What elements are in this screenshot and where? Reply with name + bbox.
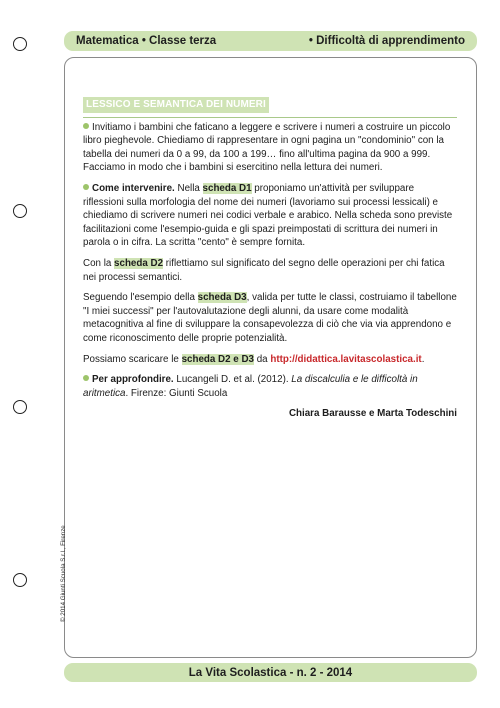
bullet-icon	[83, 184, 89, 190]
reference-authors: Lucangeli D. et al. (2012).	[173, 374, 292, 386]
tag-scheda-d2-d3: scheda D2 e D3	[181, 353, 254, 365]
section-title: LESSICO E SEMANTICA DEI NUMERI	[83, 97, 269, 113]
lead-per-approfondire: Per approfondire.	[92, 374, 174, 386]
header-topic: • Difficoltà di apprendimento	[308, 35, 465, 47]
text-before-tag: Possiamo scaricare le	[83, 353, 182, 365]
binder-hole-bottom	[13, 573, 27, 587]
text-before-tag: Seguendo l'esempio della	[83, 292, 198, 304]
intro-text: Invitiamo i bambini che faticano a leggere e scrivere i numeri a costruire un piccolo libro pieghevole. Chiediamo di rappresentare in ogni pagina un "condominio" con la tabella dei numeri da 0 a 99, da 100 a 199… fino all'ultima pagina da 900 a 999. Facciamo in modo che i bambini si esercitino nella lettura dei numeri.	[83, 121, 451, 174]
reference-publisher: . Firenze: Giunti Scuola	[125, 387, 228, 399]
lead-come-intervenire: Come intervenire.	[92, 182, 175, 194]
binder-hole-top	[13, 37, 27, 51]
tag-scheda-d1: scheda D1	[202, 182, 252, 194]
binder-hole-lower-middle	[13, 400, 27, 414]
header-subject: Matematica • Classe terza	[76, 35, 217, 47]
page-header	[64, 31, 477, 51]
text-before-tag: Con la	[83, 257, 115, 269]
text-body: proponiamo un'attività per sviluppare riflessioni sulla morfologia del nome dei numeri (lavoriamo sui processi lessicali) e chiediamo di scrivere numeri nei codici verbale e arabico. Nella scheda sono previste facilitazioni come l'esempio-guida e gli spazi preimpostati di scrittura dei numeri in parola o in cifra. La scritta "cento" è sempre fornita.	[83, 182, 453, 249]
paragraph-scheda-d3	[83, 291, 457, 345]
article-authors: Chiara Barausse e Marta Todeschini	[288, 408, 457, 420]
text-body: , valida per tutte le classi, costruiamo il tabellone "I miei successi" per l'autovalutazione degli alunni, da usare come modalità metacognitiva al fine di sviluppare la consapevolezza di ciò che via via apprendono e come riconoscimento delle proprie potenzialità.	[83, 292, 457, 344]
tag-scheda-d2: scheda D2	[114, 257, 164, 269]
binder-hole-upper-middle	[13, 204, 27, 218]
paragraph-come-intervenire	[83, 182, 457, 250]
text-middle: da	[254, 353, 271, 365]
footer-magazine: La Vita Scolastica - n. 2 - 2014	[188, 666, 353, 679]
section-title-bar	[83, 97, 457, 118]
paragraph-intro	[83, 121, 457, 175]
bullet-icon	[83, 375, 89, 381]
text-before-tag: Nella	[174, 182, 203, 194]
text-body: riflettiamo sul significato del segno delle operazioni per chi fatica nei processi semantici.	[83, 257, 445, 283]
copyright-notice: © 2014 Giunti Scuola S.r.l., Firenze	[60, 525, 67, 622]
download-link[interactable]: http://didattica.lavitascolastica.it	[270, 353, 422, 365]
article-body	[83, 97, 457, 421]
paragraph-download	[83, 353, 457, 367]
paragraph-per-approfondire	[83, 373, 457, 400]
page-footer	[64, 663, 477, 682]
bullet-icon	[83, 123, 89, 129]
paragraph-scheda-d2	[83, 257, 457, 284]
text-end: .	[421, 353, 425, 365]
tag-scheda-d3: scheda D3	[197, 292, 247, 304]
reference-title: La discalculia e le difficoltà in aritmetica	[83, 374, 418, 399]
